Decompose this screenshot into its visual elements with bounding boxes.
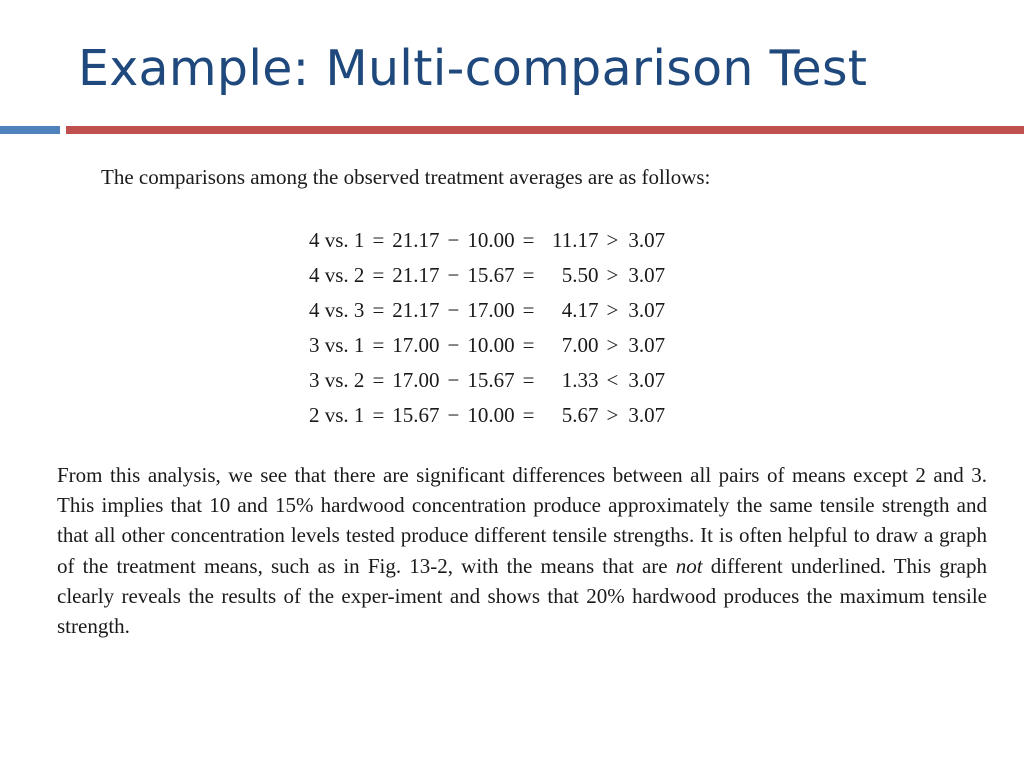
minus-sign: − [447,368,460,392]
mean-b: 15.67 [467,263,515,287]
threshold: 3.07 [628,403,666,427]
comparison-label: 4 vs. 3 [309,298,365,322]
minus-sign: − [447,333,460,357]
equals-sign: = [522,403,535,427]
comparison-label: 4 vs. 2 [309,263,365,287]
comparison-row [309,223,665,258]
slide-title: Example: Multi-comparison Test [78,40,868,97]
minus-sign: − [447,298,460,322]
minus-sign: − [447,228,460,252]
difference: 1.33 [561,368,599,392]
mean-a: 21.17 [392,298,440,322]
paragraph-emphasis: not [675,553,703,578]
equals-sign: = [522,298,535,322]
comparison-label: 2 vs. 1 [309,403,365,427]
mean-a: 15.67 [392,403,440,427]
comparison-sign: > [606,228,619,252]
comparison-row [309,363,665,398]
mean-b: 10.00 [467,228,515,252]
mean-a: 17.00 [392,333,440,357]
equals-sign: = [372,333,385,357]
threshold: 3.07 [628,333,666,357]
mean-b: 10.00 [467,333,515,357]
threshold: 3.07 [628,298,666,322]
equals-sign: = [522,263,535,287]
equals-sign: = [522,333,535,357]
threshold: 3.07 [628,263,666,287]
mean-b: 10.00 [467,403,515,427]
difference: 5.67 [561,403,599,427]
comparison-sign: > [606,298,619,322]
comparison-sign: > [606,333,619,357]
mean-a: 21.17 [392,228,440,252]
comparison-row [309,258,665,293]
equals-sign: = [522,368,535,392]
comparisons-table [309,223,665,433]
equals-sign: = [372,403,385,427]
title-rule-right [66,126,1024,134]
comparison-sign: > [606,263,619,287]
minus-sign: − [447,263,460,287]
comparison-sign: > [606,403,619,427]
equals-sign: = [372,263,385,287]
comparison-row [309,398,665,433]
difference: 11.17 [551,228,599,252]
minus-sign: − [447,403,460,427]
comparison-label: 4 vs. 1 [309,228,365,252]
equals-sign: = [372,228,385,252]
difference: 7.00 [561,333,599,357]
comparison-label: 3 vs. 1 [309,333,365,357]
intro-text: The comparisons among the observed treatment averages are as follows: [101,165,711,189]
mean-b: 17.00 [467,298,515,322]
mean-b: 15.67 [467,368,515,392]
mean-a: 21.17 [392,263,440,287]
equals-sign: = [372,298,385,322]
equals-sign: = [522,228,535,252]
comparison-row [309,293,665,328]
mean-a: 17.00 [392,368,440,392]
conclusion-paragraph [57,460,987,641]
paragraph-text-1: From this analysis, we see that there are significant differences between all pairs of means except 2 and 3. This implies that 10 and 15% hardwood concentration produce approximately the same tensile strength and that all other concentration levels tested produce different tensile strengths. It is often helpful to draw a graph of the treatment means, such as in Fig. 13-2, with the means that are [57,463,987,578]
difference: 5.50 [561,263,599,287]
equals-sign: = [372,368,385,392]
threshold: 3.07 [628,368,666,392]
title-rule-left [0,126,60,134]
paragraph-text-2: different underlined. This graph clearly reveals the results of the exper-iment and shows that 20% hardwood produces the maximum tensile strength. [57,553,988,639]
comparison-label: 3 vs. 2 [309,368,365,392]
threshold: 3.07 [628,228,666,252]
comparison-row [309,328,665,363]
difference: 4.17 [561,298,599,322]
comparison-sign: < [606,368,619,392]
